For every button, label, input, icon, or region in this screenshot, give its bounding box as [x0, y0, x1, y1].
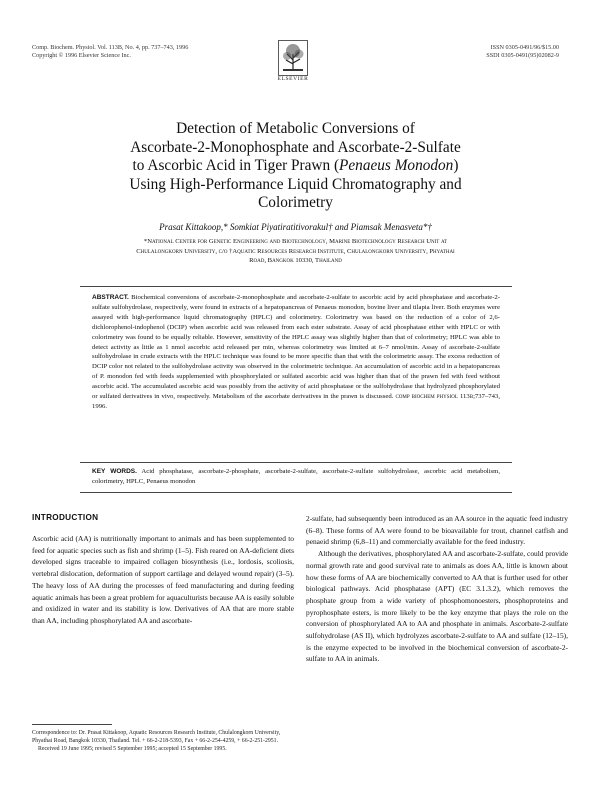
keywords-bottom-rule: [80, 492, 512, 493]
copyright-line: Copyright © 1996 Elsevier Science Inc.: [32, 52, 131, 59]
abstract-top-rule: [80, 286, 512, 287]
title-line: Colorimetry: [258, 194, 333, 211]
title-species: Penaeus Monodon: [339, 157, 454, 174]
keywords-rule: [80, 462, 512, 463]
keywords: [92, 467, 500, 487]
footnote-rule: [32, 724, 112, 725]
abstract-label: ABSTRACT.: [92, 294, 129, 301]
footnote: [32, 729, 294, 753]
publisher-logo-text: ELSEVIER: [277, 76, 309, 82]
affiliation-line: *National Center for Genetic Engineering and Biotechnology, Marine Biotechnology Research Unit at: [143, 238, 448, 245]
abstract: [92, 293, 500, 412]
received-dates: Received 19 June 1995; revised 5 September 1995; accepted 15 September 1995.: [38, 746, 227, 752]
publisher-logo: [263, 40, 323, 82]
affiliation-line: Road, Bangkok 10330, Thailand: [249, 257, 342, 265]
affiliation: [62, 237, 529, 266]
title-line: to Ascorbic Acid in Tiger Prawn (Penaeus Monodon): [132, 157, 459, 174]
intro-paragraph: Ascorbic acid (AA) is nutritionally important to animals and has been supplemented to feed for aquatic species such as fish and shrimp (1–5). Fish reared on AA-deficient diets developed signs traceable to impaired collagen biosynthesis (i.e., lordosis, scoliosis, vertebral dislocation, deformation of support cartilage and delayed wound repair) (3–5). The heavy loss of AA during the processes of feed manufacturing and during feeding aquatic animals has been a great problem for aquaculturists because AA is easily soluble and oxidized in water and its stability is low. Derivatives of AA that are more stable than AA, including phosphorylated AA and ascorbate-: [32, 534, 294, 625]
intro-left-column: [32, 533, 294, 627]
affiliation-line: Chulalongkorn University, c/o †Aquatic Resources Research Institute, Chulalongkorn University, Phyathai: [136, 247, 455, 255]
section-heading-introduction: INTRODUCTION: [32, 513, 99, 522]
intro-paragraph: 2-sulfate, had subsequently been introduced as an AA source in the aquatic feed industry (6–8). These forms of AA were found to be bioavailable for trout, channel catfish and penaeid shrimp (6,8–11) and commercially available for the feed industry.: [306, 514, 568, 547]
ssdi-line: SSDI 0305-0491(95)02082-9: [486, 52, 559, 59]
keywords-text: Acid phosphatase, ascorbate-2-phosphate, ascorbate-2-sulfate, ascorbate-2-sulfate sulfohydrolase, ascorbic acid metabolism, colorimetry, HPLC, Penaeus monodon: [92, 468, 500, 485]
article-title: [40, 120, 551, 213]
issn-line: ISSN 0305-0491/96/$15.00: [490, 44, 559, 51]
title-line: Ascorbate-2-Monophosphate and Ascorbate-2-Sulfate: [130, 138, 461, 156]
title-line: Using High-Performance Liquid Chromatography and: [129, 175, 462, 193]
elsevier-tree-icon: [278, 40, 308, 76]
intro-paragraph: Although the derivatives, phosphorylated AA and ascorbate-2-sulfate, could provide normal growth rate and good survival rate to animals as does AA, little is known about how these forms of AA are biochemically converted to AA that is further used for other biological pathways. Acid phosphatase (APT) (EC 3.1.3.2), which removes the phosphate group from a wide variety of phosphomonoesters, phosphoproteins and pyrophosphate esters, is more likely to be the key enzyme that plays the role on the conversion of phosphorylated AA to AA and phosphate in animals. Ascorbate-2-sulfate sulfohydrolase (AS II), which hydrolyzes ascorbate-2-sulfate to AA and sulfate (12–15), is the enzyme expected to be involved in the biochemical conversion of ascorbate-2-sulfate to AA in animals.: [306, 549, 568, 664]
journal-citation: Comp. Biochem. Physiol. Vol. 113B, No. 4, pp. 737–743, 1996: [32, 44, 189, 51]
correspondence-note: Correspondence to: Dr. Prasat Kittakoop, Aquatic Resources Research Institute, Chulalongkorn University, Phyathai Road, Bangkok 10330, Thailand. Tel. + 66-2-218-5393, Fax + 66-2-254-4259, + 66-2-251-2951.: [32, 730, 281, 744]
abstract-citation: comp biochem physiol 113b;737–743, 1996.: [92, 393, 501, 410]
title-line: Detection of Metabolic Conversions of: [176, 120, 415, 137]
abstract-text: Biochemical conversions of ascorbate-2-monophosphate and ascorbate-2-sulfate to ascorbic acid by acid phosphatase and ascorbate-2-sulfate sulfohydrolase, respectively, were found in extracts of a hepatopancreas of Penaeus monodon, bovine liver and tilapia liver. Both enzymes were assayed with high-performance liquid chromatography (HPLC) and colorimetry. Colorimetry was based on the reduction of a color of 2,6-dichlorophenol-indophenol (DCIP) when ascorbic acid was released from each ester substrate. Assay of acid phosphatase either with HPLC or with colorimetry was found to be equally reliable. However, sensitivity of the HPLC assay was slightly higher than that of colorimetry; HPLC was able to detect activity as little as 1 nmol ascorbic acid released per min, whereas colorimetry was limited at 6–7 nmol/min. Assay of ascorbate-2-sulfate sulfohydrolase in crude extracts with the HPLC technique was found to be more specific than that with the colorimetric assay. The excess reduction of DCIP color not related to the sulfohydrolase activity was observed in the colorimetric technique. An accumulation of ascorbic acid in a hepatopancreas of P. monodon fed with feeds supplemented with phosphorylated or sulfated ascorbic acid was higher than that of the prawn fed with feed without ascorbic acid. The accumulated ascorbic acid was possibly from the activity of acid phosphatase or the sulfohydrolase that hydrolyzed phosphorylated or sulfated derivatives in vivo, respectively. Metabolism of the ascorbate derivatives in the prawn is discussed.: [92, 294, 500, 401]
intro-right-column: [306, 513, 568, 665]
keywords-label: KEY WORDS.: [92, 468, 137, 475]
author-list: Prasat Kittakoop,* Somkiat Piyatiratitivorakul† and Piamsak Menasveta*†: [159, 222, 432, 232]
